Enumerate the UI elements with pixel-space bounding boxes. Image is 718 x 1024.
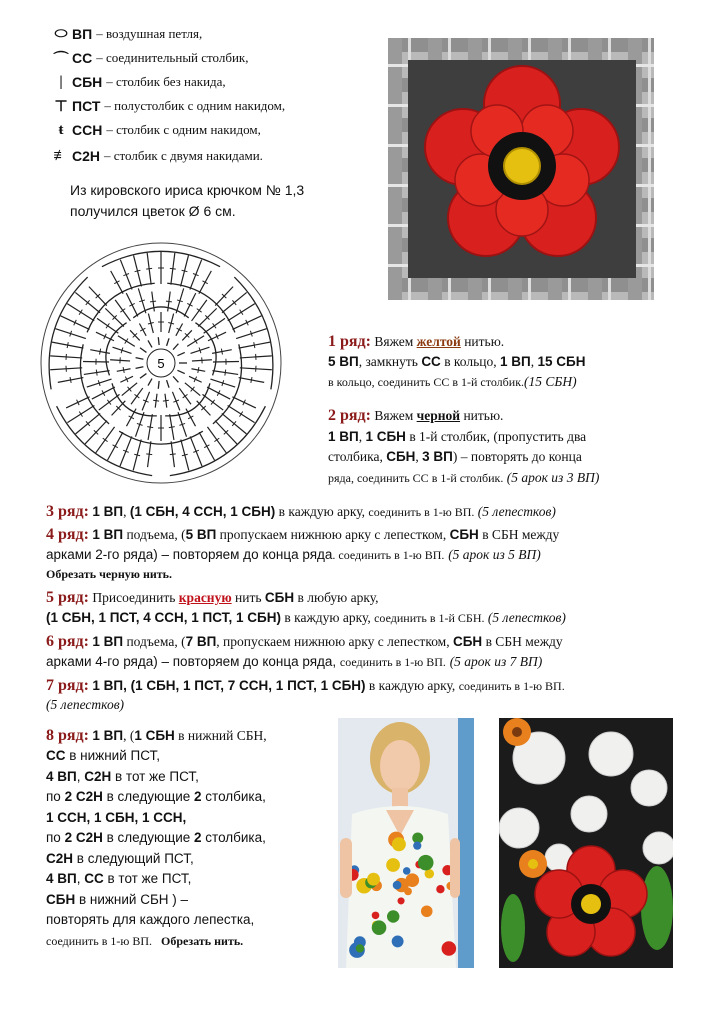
stitch-mark bbox=[239, 412, 242, 417]
lace-closeup-photo bbox=[499, 718, 673, 968]
row-1-heading: 1 ряд: Вяжем желтой нитью. bbox=[328, 333, 505, 350]
intro-text: Из кировского ириса крючком № 1,3 получился цветок Ø 6 см. bbox=[70, 182, 305, 219]
flower-photo bbox=[388, 38, 654, 300]
stitch-mark bbox=[213, 323, 216, 328]
row-2-line: 1 ВП, 1 СБН в 1-й столбик, (пропустить два bbox=[328, 429, 587, 444]
stitch-mark bbox=[167, 380, 169, 388]
row-2-line: столбика, СБН, 3 ВП) – повторять до конца bbox=[328, 449, 582, 464]
shirt-bloom bbox=[403, 867, 411, 875]
single-crochet-symbol-icon: | bbox=[59, 73, 63, 90]
shirt-bloom bbox=[418, 855, 434, 871]
slip-stitch-symbol-icon: ⌒ bbox=[53, 51, 69, 68]
stitch-mark bbox=[96, 370, 97, 376]
stitch-mark bbox=[225, 370, 226, 376]
row-8-line: 1 ССН, 1 СБН, 1 ССН, bbox=[46, 809, 187, 825]
stitch-mark bbox=[166, 301, 172, 302]
stitch-mark bbox=[79, 412, 82, 417]
shirt-bloom bbox=[356, 944, 364, 952]
row-2-heading: 2 ряд: Вяжем черной нитью. bbox=[328, 407, 504, 424]
stitch-mark bbox=[167, 338, 169, 346]
row-8-line: СБН в нижний СБН ) – bbox=[46, 891, 189, 907]
row-8-lines bbox=[46, 746, 266, 951]
shirt-bloom bbox=[372, 912, 380, 920]
stitch-mark bbox=[158, 337, 159, 345]
shirt-bloom bbox=[442, 941, 457, 956]
stitch-mark bbox=[134, 394, 139, 398]
legend-row: ⌒ СС – соединительный столбик, bbox=[50, 46, 249, 70]
row-8-line: С2Н в следующий ПСТ, bbox=[46, 850, 194, 866]
stitch-mark bbox=[173, 344, 178, 350]
stitch-mark bbox=[67, 342, 68, 348]
row-5: 5 ряд: Присоединить красную нить СБН в любую арку, bbox=[46, 589, 379, 606]
stitch-mark bbox=[198, 367, 199, 373]
stitch-mark bbox=[125, 339, 128, 344]
legend-row: | СБН – столбик без накида, bbox=[50, 70, 226, 94]
shirt-bloom bbox=[421, 905, 433, 917]
stitch-mark bbox=[150, 301, 156, 302]
stitch-mark bbox=[251, 377, 252, 383]
stitch-mark bbox=[148, 379, 152, 386]
row-8-line: СС в нижний ПСТ, bbox=[46, 748, 160, 763]
stitch-mark bbox=[173, 376, 178, 382]
stitch-mark bbox=[136, 358, 144, 360]
row-8-line: 4 ВП, СС в тот же ПСТ, bbox=[46, 871, 192, 886]
stitch-mark bbox=[140, 374, 146, 379]
stitch-mark bbox=[100, 349, 101, 355]
row-6: 6 ряд: 1 ВП подъема, (7 ВП, пропускаем нижнюю арку с лепестком, СБН в СБН между bbox=[46, 633, 563, 650]
stitch-mark bbox=[170, 268, 176, 269]
legend-row: ≢ С2Н – столбик с двумя накидами. bbox=[50, 144, 263, 168]
shirt-bloom bbox=[367, 873, 380, 886]
stitch-mark bbox=[147, 427, 153, 428]
row-2-line: ряда, соединить СС в 1-й столбик. (5 арок из 3 ВП) bbox=[328, 470, 600, 485]
row-6-line: арками 4-го ряда) – повторяем до конца ряда, соединить в 1-ю ВП. (5 арок из 7 ВП) bbox=[46, 654, 543, 669]
row-1-line: в кольцо, соединить СС в 1-й столбик.(15 СБН) bbox=[328, 374, 577, 389]
chain-symbol-icon: ⬭ bbox=[54, 26, 68, 42]
row-5-line: (1 СБН, 1 ПСТ, 4 ССН, 1 ПСТ, 1 СБН) в каждую арку, соединить в 1-й СБН. (5 лепестков) bbox=[46, 610, 566, 625]
stitch-mark bbox=[183, 394, 188, 398]
shirt-bloom bbox=[386, 858, 400, 872]
stitch-mark bbox=[254, 342, 255, 348]
model-photo bbox=[338, 718, 474, 968]
stitch-mark bbox=[123, 367, 124, 373]
treble-crochet-symbol-icon: ≢ bbox=[53, 147, 69, 164]
stitch-mark bbox=[146, 454, 152, 455]
half-double-symbol-icon: ⊤ bbox=[54, 98, 68, 115]
stitch-mark bbox=[153, 400, 159, 401]
shirt-bloom bbox=[436, 885, 444, 893]
row-8-line: по 2 С2Н в следующие 2 столбика, bbox=[46, 789, 266, 804]
row-7-line: (5 лепестков) bbox=[46, 697, 125, 712]
row-8: 8 ряд: 1 ВП, (1 СБН в нижний СБН, bbox=[46, 727, 267, 744]
stitch-mark bbox=[170, 454, 176, 455]
row-8-line: повторять для каждого лепестка, bbox=[46, 912, 255, 927]
crochet-diagram bbox=[38, 240, 284, 486]
row-1-line: 5 ВП, замкнуть СС в кольцо, 1 ВП, 15 СБН bbox=[328, 354, 586, 369]
row-3: 3 ряд: 1 ВП, (1 СБН, 4 ССН, 1 СБН) в каждую арку, соединить в 1-ю ВП. (5 лепестков) bbox=[46, 503, 556, 520]
stitch-mark bbox=[136, 367, 144, 369]
row-7: 7 ряд: 1 ВП, (1 СБН, 1 ПСТ, 7 ССН, 1 ПСТ, 1 СБН) в каждую арку, соединить в 1-ю ВП. bbox=[46, 677, 565, 694]
shirt-bloom bbox=[372, 920, 387, 935]
legend-row: ŧ ССН – столбик с одним накидом, bbox=[50, 118, 261, 142]
stitch-mark bbox=[214, 438, 219, 442]
stitch-mark bbox=[106, 323, 109, 328]
row-8-line: по 2 С2Н в следующие 2 столбика, bbox=[46, 830, 266, 845]
shirt-bloom bbox=[413, 842, 421, 850]
stitch-mark bbox=[221, 349, 222, 355]
stitch-mark bbox=[177, 352, 184, 355]
legend-row: ⊤ ПСТ – полустолбик с одним накидом, bbox=[50, 94, 285, 118]
stitch-mark bbox=[177, 370, 184, 373]
stitch-mark bbox=[79, 310, 82, 315]
stitch-mark bbox=[148, 340, 152, 347]
shirt-bloom bbox=[387, 910, 399, 922]
stitch-mark bbox=[163, 400, 169, 401]
row-4-line: арками 2-го ряда) – повторяем до конца ряда. соединить в 1-ю ВП. (5 арок из 5 ВП) bbox=[46, 547, 541, 562]
legend-row: ⬭ ВП – воздушная петля, bbox=[50, 22, 202, 46]
stitch-mark bbox=[103, 438, 108, 442]
row-4-cut-note: Обрезать черную нить. bbox=[46, 567, 173, 581]
row-4: 4 ряд: 1 ВП подъема, (5 ВП пропускаем нижнюю арку с лепестком, СБН в СБН между bbox=[46, 526, 560, 543]
double-crochet-symbol-icon: ŧ bbox=[58, 121, 64, 138]
stitch-mark bbox=[169, 427, 175, 428]
stitch-mark bbox=[194, 339, 197, 344]
stitch-mark bbox=[146, 268, 152, 269]
stitch-mark bbox=[120, 309, 125, 313]
stitch-mark bbox=[158, 381, 159, 389]
row-8-line: 4 ВП, С2Н в тот же ПСТ, bbox=[46, 768, 199, 784]
shirt-bloom bbox=[392, 837, 406, 851]
shirt-bloom bbox=[397, 897, 404, 904]
row-8-end: соединить в 1-ю ВП. Обрезать нить. bbox=[46, 933, 244, 948]
stitch-mark bbox=[240, 310, 243, 315]
shirt-bloom bbox=[393, 881, 402, 890]
stitch-mark bbox=[70, 377, 71, 383]
stitch-mark bbox=[197, 309, 202, 313]
stitch-mark bbox=[140, 348, 146, 353]
diagram-center-label: 5 bbox=[157, 356, 165, 371]
shirt-bloom bbox=[392, 935, 404, 947]
